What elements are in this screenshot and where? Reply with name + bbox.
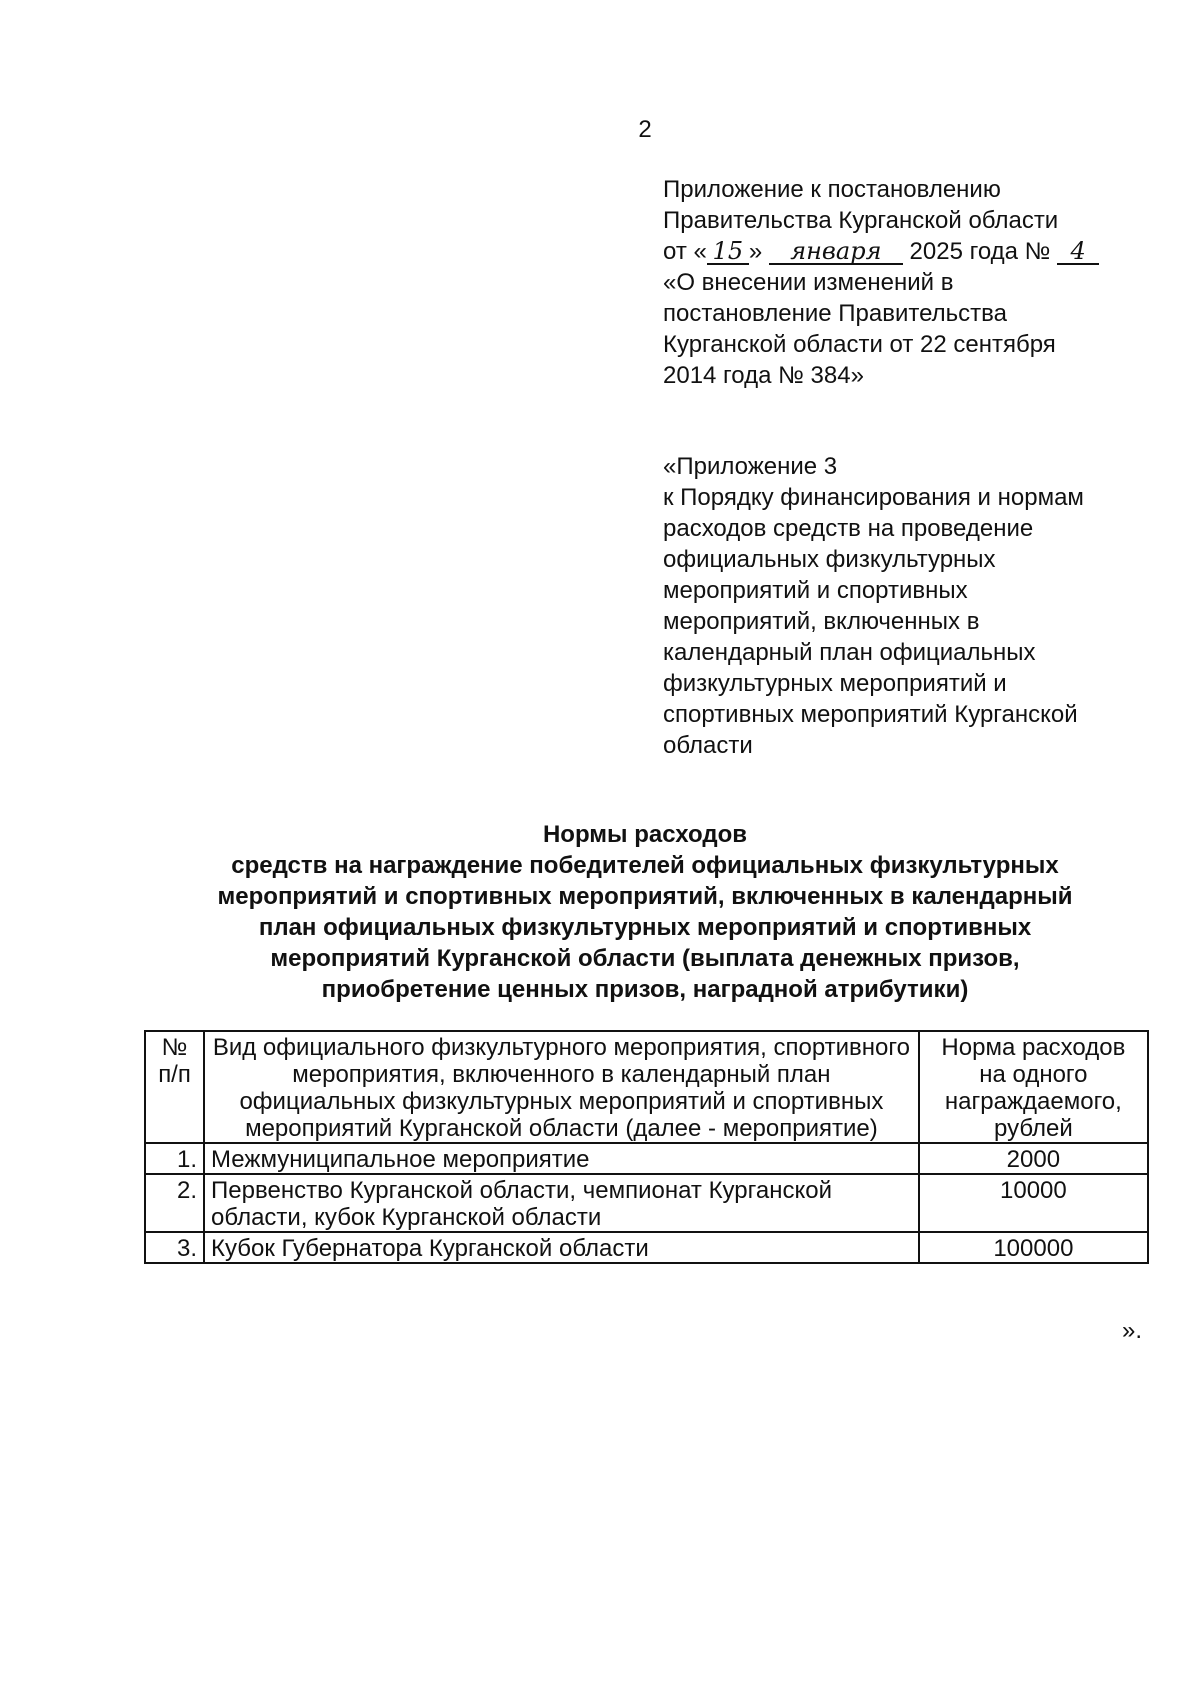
page-number: 2	[638, 116, 652, 143]
header-number	[145, 1031, 204, 1143]
attachment-line: 2014 года № 384»	[663, 362, 864, 389]
header-number-line1: №	[161, 1034, 188, 1061]
header-number-line2: п/п	[158, 1061, 191, 1088]
table-row	[145, 1232, 1148, 1263]
row-event-type: Кубок Губернатора Курганской области	[204, 1232, 919, 1263]
row-event-type: Межмуниципальное мероприятие	[204, 1143, 919, 1174]
appendix3-line: к Порядку финансирования и нормам	[663, 484, 1084, 511]
attachment-block	[663, 174, 1163, 391]
attachment-line: «О внесении изменений в	[663, 269, 954, 296]
appendix3-line: официальных физкультурных	[663, 546, 996, 573]
date-year: 2025 года №	[909, 238, 1051, 265]
row-number: 2.	[145, 1174, 204, 1232]
attachment-line: постановление Правительства	[663, 300, 1007, 327]
title-line: мероприятий и спортивных мероприятий, включенных в календарный	[217, 883, 1073, 910]
appendix3-line: календарный план официальных	[663, 639, 1036, 666]
title-line: план официальных физкультурных мероприятий и спортивных	[258, 914, 1032, 941]
appendix3-line: области	[663, 732, 753, 759]
row-number: 3.	[145, 1232, 204, 1263]
handwritten-day: 15	[707, 239, 749, 265]
date-prefix: от «	[663, 238, 707, 265]
row-norm: 2000	[919, 1143, 1148, 1174]
handwritten-month: января	[769, 239, 903, 265]
appendix3-line: мероприятий и спортивных	[663, 577, 968, 604]
title-line: приобретение ценных призов, наградной атрибутики)	[321, 976, 969, 1003]
handwritten-number: 4	[1057, 239, 1099, 265]
attachment-date-line	[663, 236, 1163, 267]
appendix3-line: мероприятий, включенных в	[663, 608, 980, 635]
header-event-type: Вид официального физкультурного мероприятия, спортивного мероприятия, включенного в календарный план официальных физкультурных мероприятий и спортивных мероприятий Курганской области (далее - мероприятие)	[204, 1031, 919, 1143]
attachment-line: Курганской области от 22 сентября	[663, 331, 1056, 358]
table-row	[145, 1143, 1148, 1174]
appendix3-line: физкультурных мероприятий и	[663, 670, 1007, 697]
attachment-line: Правительства Курганской области	[663, 207, 1059, 234]
title-line: средств на награждение победителей официальных физкультурных	[231, 852, 1059, 879]
row-number: 1.	[145, 1143, 204, 1174]
appendix3-line: спортивных мероприятий Курганской	[663, 701, 1078, 728]
appendix3-block	[663, 451, 1163, 761]
document-title	[140, 819, 1150, 1005]
title-line: мероприятий Курганской области (выплата денежных призов,	[270, 945, 1020, 972]
norms-table	[144, 1030, 1149, 1264]
row-norm: 100000	[919, 1232, 1148, 1263]
row-event-type: Первенство Курганской области, чемпионат Курганской области, кубок Курганской области	[204, 1174, 919, 1232]
appendix3-line: расходов средств на проведение	[663, 515, 1034, 542]
row-norm: 10000	[919, 1174, 1148, 1232]
closing-quote: ».	[1122, 1317, 1143, 1344]
table-row	[145, 1174, 1148, 1232]
header-norm: Норма расходов на одного награждаемого, рублей	[919, 1031, 1148, 1143]
table-header-row	[145, 1031, 1148, 1143]
attachment-line: Приложение к постановлению	[663, 176, 1001, 203]
appendix3-line: «Приложение 3	[663, 453, 838, 480]
date-mid: »	[748, 238, 763, 265]
title-main: Нормы расходов	[542, 821, 748, 848]
